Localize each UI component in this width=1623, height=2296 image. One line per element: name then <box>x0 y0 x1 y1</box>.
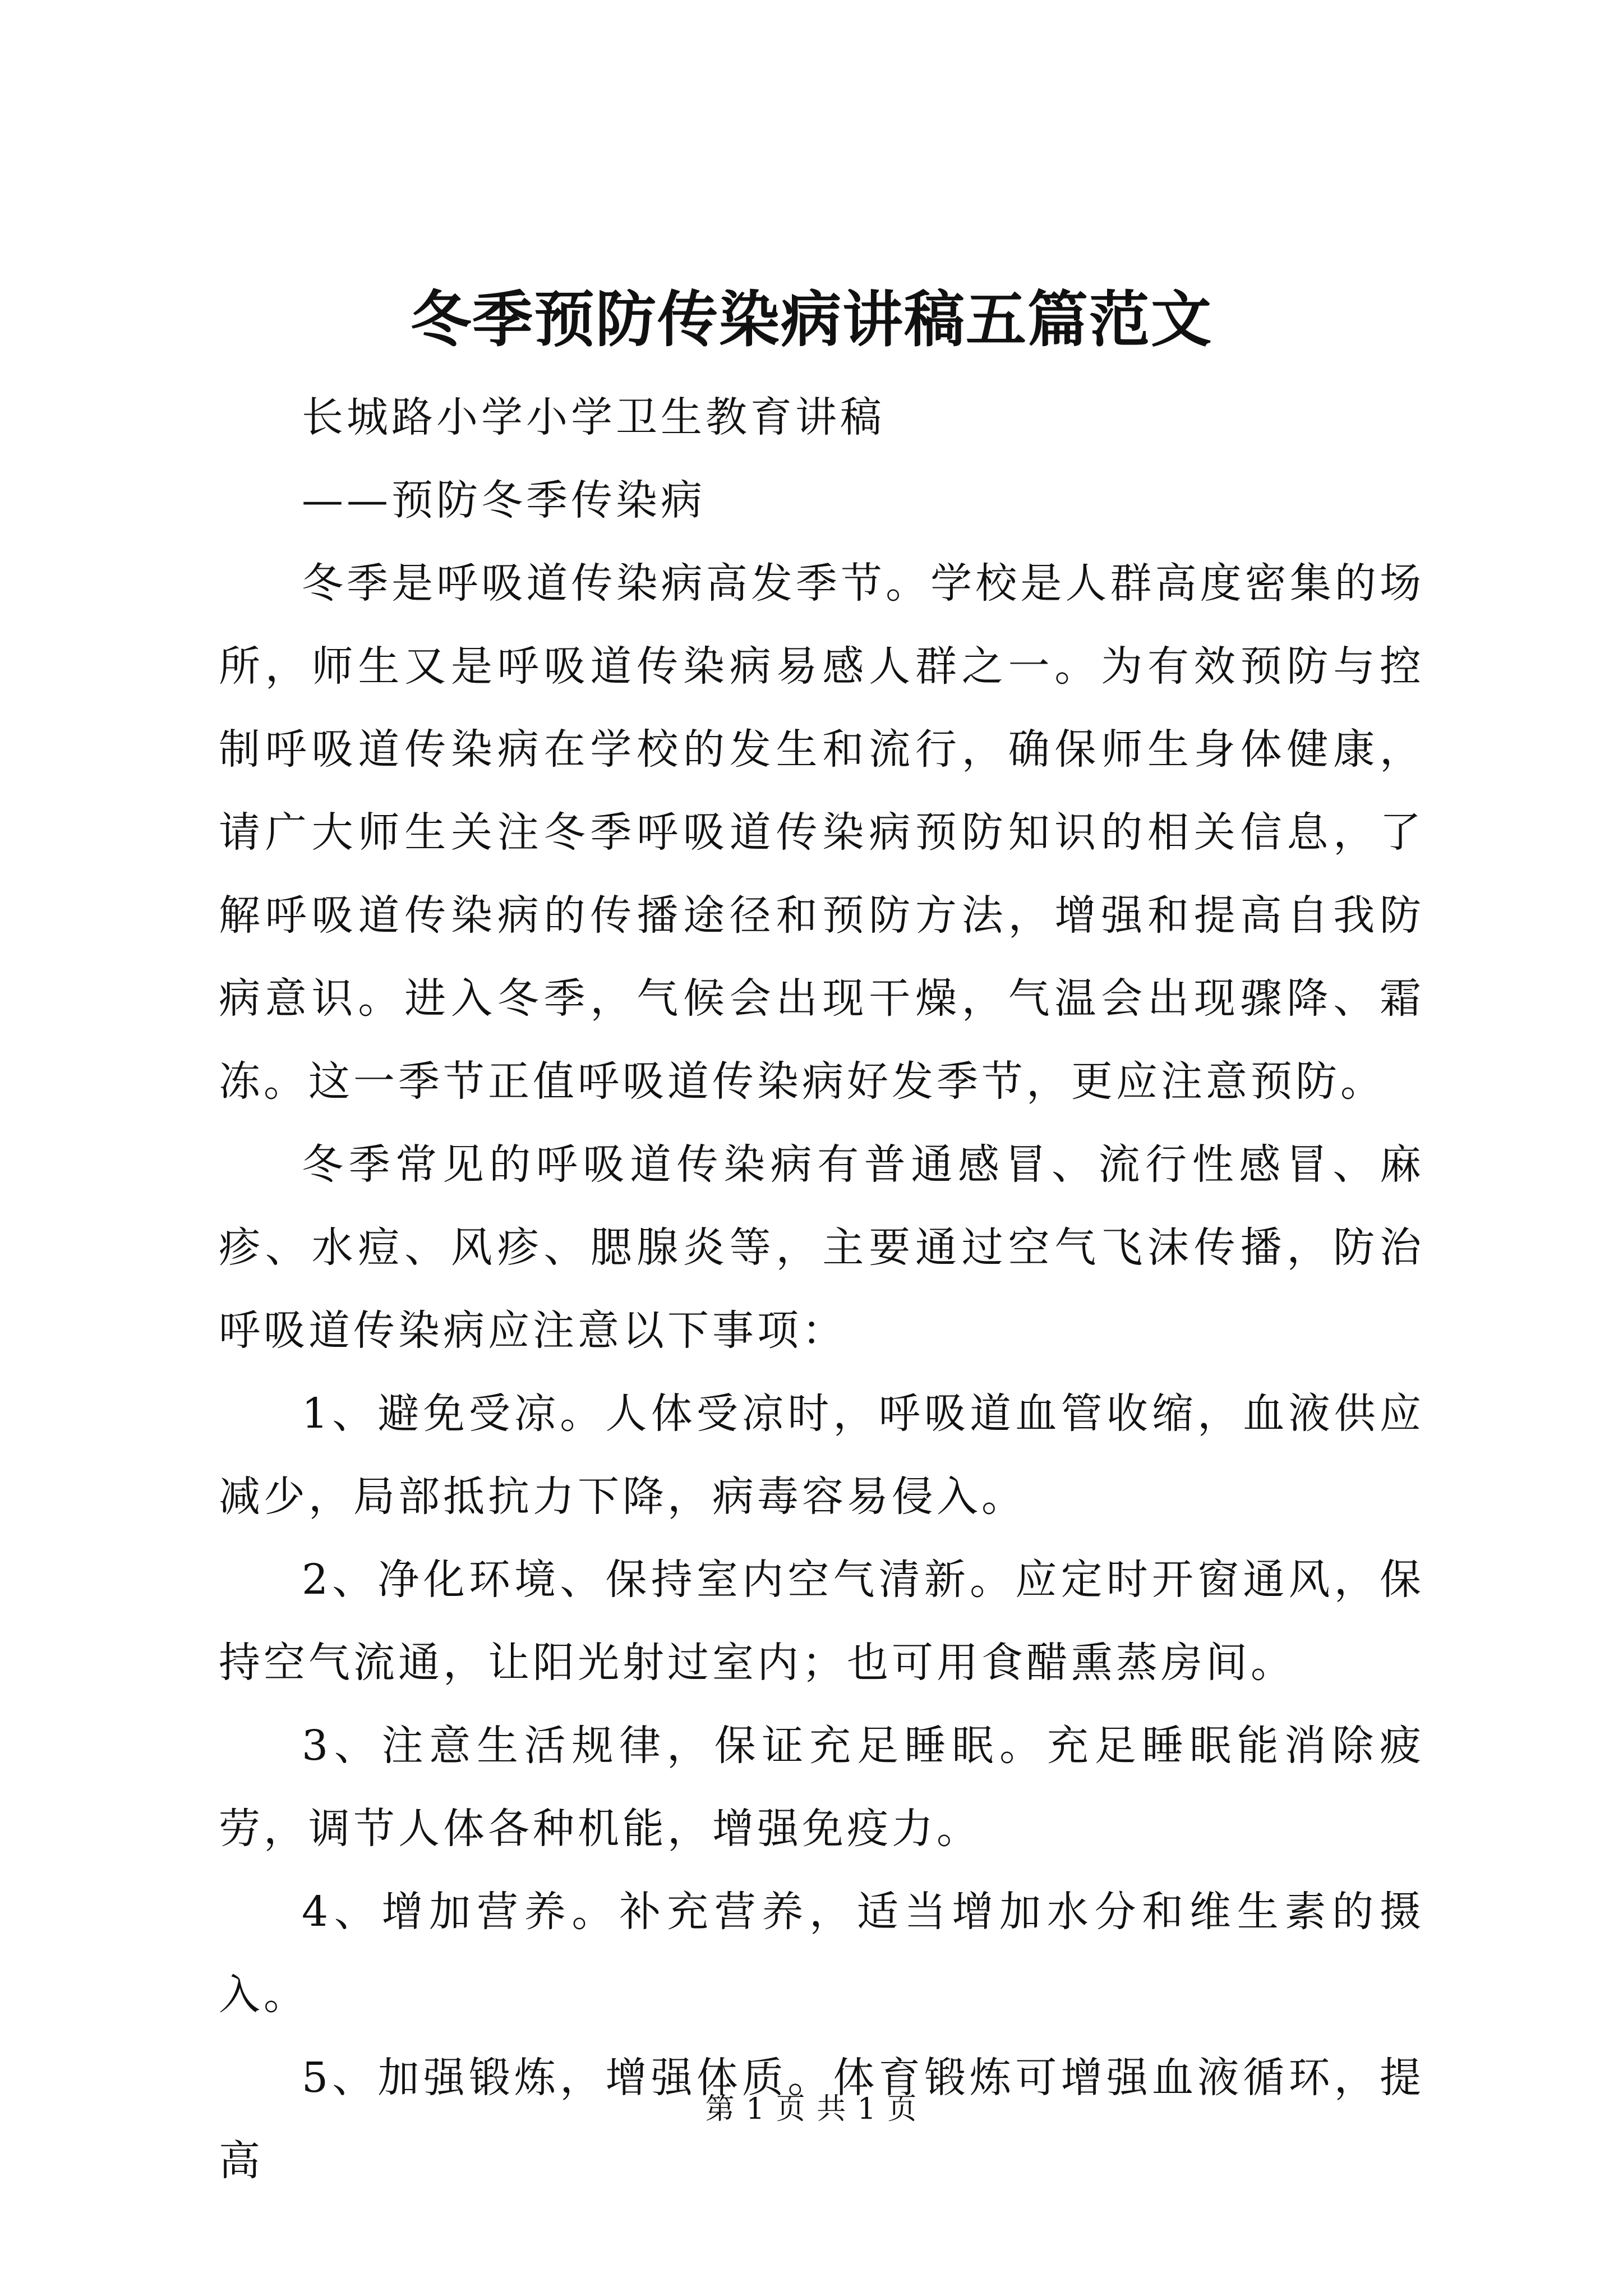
paragraph-subtitle: ——预防冬季传染病 <box>302 476 706 524</box>
paragraph-item-1: 1、避免受凉。人体受凉时，呼吸道血管收缩，血液供应减少，局部抵抗力下降，病毒容易侵入。 <box>219 1389 1424 1521</box>
paragraph-item-5: 5、加强锻炼，增强体质。体育锻炼可增强血液循环，提高 <box>219 2054 1424 2185</box>
page-footer: 第 1 页 共 1 页 <box>705 2092 918 2126</box>
paragraph-common-diseases: 冬季常见的呼吸道传染病有普通感冒、流行性感冒、麻疹、水痘、风疹、腮腺炎等，主要通过空气飞沫传播，防治呼吸道传染病应注意以下事项： <box>219 1140 1424 1355</box>
paragraph-school-heading: 长城路小学小学卫生教育讲稿 <box>302 393 885 441</box>
paragraph-item-2: 2、净化环境、保持室内空气清新。应定时开窗通风，保持空气流通，让阳光射过室内；也可用食醋熏蒸房间。 <box>219 1556 1424 1687</box>
paragraph-item-4: 4、增加营养。补充营养，适当增加水分和维生素的摄入。 <box>219 1888 1424 2019</box>
paragraph-item-3: 3、注意生活规律，保证充足睡眠。充足睡眠能消除疲劳，调节人体各种机能，增强免疫力。 <box>219 1722 1424 1853</box>
paragraph-intro: 冬季是呼吸道传染病高发季节。学校是人群高度密集的场所，师生又是呼吸道传染病易感人群之一。为有效预防与控制呼吸道传染病在学校的发生和流行，确保师生身体健康，请广大师生关注冬季呼吸道传染病预防知识的相关信息，了解呼吸道传染病的传播途径和预防方法，增强和提高自我防病意识。进入冬季，气候会出现干燥，气温会出现骤降、霜冻。这一季节正值呼吸道传染病好发季节，更应注意预防。 <box>219 559 1424 1106</box>
document-body <box>219 376 1424 2202</box>
document-title: 冬季预防传染病讲稿五篇范文 <box>410 284 1212 355</box>
